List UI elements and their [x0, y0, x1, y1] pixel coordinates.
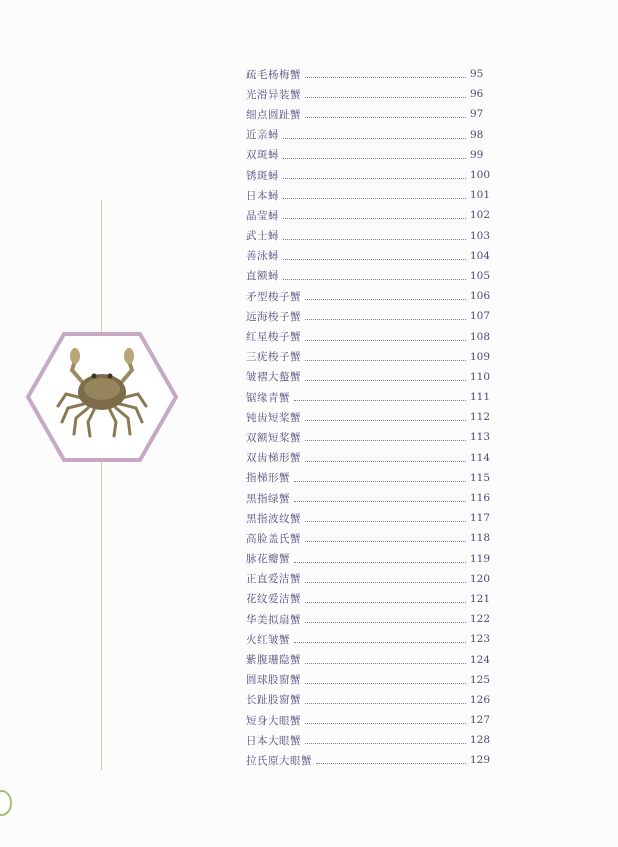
toc-entry[interactable] — [246, 549, 496, 569]
toc-entry[interactable] — [246, 448, 496, 468]
toc-entry[interactable] — [246, 468, 496, 488]
toc-entry-page: 100 — [470, 169, 491, 182]
toc-entry-name: 花纹爱洁蟹 — [246, 593, 301, 606]
dot-leader — [283, 157, 466, 159]
toc-entry-name: 脉花瓣蟹 — [246, 553, 290, 566]
toc-entry-page: 109 — [470, 350, 491, 363]
toc-entry[interactable] — [246, 286, 496, 306]
toc-entry[interactable] — [246, 347, 496, 367]
toc-entry[interactable] — [246, 104, 496, 124]
toc-entry-name: 三疣梭子蟹 — [246, 351, 301, 364]
toc-entry-page: 104 — [470, 249, 491, 262]
toc-entry[interactable] — [246, 629, 496, 649]
toc-entry[interactable] — [246, 306, 496, 326]
toc-entry-name: 近亲蟳 — [246, 129, 279, 142]
corner-page-mark — [0, 790, 12, 816]
dot-leader — [305, 540, 466, 542]
toc-entry-page: 107 — [470, 310, 491, 323]
toc-entry[interactable] — [246, 730, 496, 750]
toc-entry[interactable] — [246, 266, 496, 286]
toc-entry-page: 95 — [470, 68, 484, 81]
toc-entry[interactable] — [246, 246, 496, 266]
toc-entry[interactable] — [246, 690, 496, 710]
toc-entry[interactable] — [246, 84, 496, 104]
dot-leader — [305, 76, 466, 78]
dot-leader — [294, 561, 466, 563]
toc-entry[interactable] — [246, 226, 496, 246]
toc-entry-name: 日本大眼蟹 — [246, 734, 301, 747]
dot-leader — [283, 238, 466, 240]
toc-entry-page: 108 — [470, 330, 491, 343]
toc-entry[interactable] — [246, 528, 496, 548]
dot-leader — [294, 641, 466, 643]
toc-entry[interactable] — [246, 589, 496, 609]
toc-entry[interactable] — [246, 569, 496, 589]
dot-leader — [294, 399, 466, 401]
dot-leader — [305, 460, 466, 462]
toc-entry-page: 129 — [470, 754, 491, 767]
toc-entry-name: 高脸盖氏蟹 — [246, 532, 301, 545]
toc-entry-name: 拉氏原大眼蟹 — [246, 754, 312, 767]
toc-entry-name: 双斑蟳 — [246, 149, 279, 162]
toc-entry-page: 122 — [470, 613, 491, 626]
toc-entry-page: 113 — [470, 431, 491, 444]
toc-entry-name: 火红皱蟹 — [246, 633, 290, 646]
toc-entry-page: 124 — [470, 653, 491, 666]
toc-entry-page: 102 — [470, 209, 491, 222]
crab-hexagon-frame — [24, 330, 180, 464]
toc-entry-name: 锯缘青蟹 — [246, 391, 290, 404]
dot-leader — [283, 278, 466, 280]
toc-entry-page: 116 — [470, 492, 491, 505]
dot-leader — [316, 762, 466, 764]
toc-entry-page: 119 — [470, 552, 491, 565]
toc-entry[interactable] — [246, 427, 496, 447]
toc-entry-name: 正直爱洁蟹 — [246, 573, 301, 586]
toc-entry[interactable] — [246, 649, 496, 669]
toc-entry[interactable] — [246, 750, 496, 770]
dot-leader — [305, 520, 466, 522]
toc-entry-name: 皱褶大螯蟹 — [246, 371, 301, 384]
toc-entry-page: 118 — [470, 532, 491, 545]
dot-leader — [305, 419, 466, 421]
dot-leader — [294, 500, 466, 502]
toc-entry-name: 晶莹蟳 — [246, 209, 279, 222]
toc-entry[interactable] — [246, 670, 496, 690]
toc-entry-page: 111 — [470, 391, 491, 404]
table-of-contents — [246, 64, 496, 771]
toc-entry-page: 96 — [470, 88, 484, 101]
toc-entry-name: 钝齿短桨蟹 — [246, 411, 301, 424]
toc-entry[interactable] — [246, 165, 496, 185]
toc-entry-name: 双齿梯形蟹 — [246, 452, 301, 465]
toc-entry-page: 105 — [470, 269, 491, 282]
toc-entry-page: 106 — [470, 290, 491, 303]
dot-leader — [283, 197, 466, 199]
toc-entry[interactable] — [246, 205, 496, 225]
toc-entry[interactable] — [246, 387, 496, 407]
dot-leader — [305, 702, 466, 704]
dot-leader — [305, 359, 466, 361]
toc-entry-page: 125 — [470, 673, 491, 686]
toc-entry-page: 97 — [470, 108, 484, 121]
toc-entry-name: 疏毛杨梅蟹 — [246, 68, 301, 81]
toc-entry-page: 120 — [470, 572, 491, 585]
dot-leader — [305, 298, 466, 300]
dot-leader — [305, 318, 466, 320]
toc-entry-page: 99 — [470, 148, 484, 161]
dot-leader — [305, 439, 466, 441]
toc-entry-name: 长趾股窗蟹 — [246, 694, 301, 707]
toc-entry[interactable] — [246, 64, 496, 84]
toc-entry-name: 日本蟳 — [246, 189, 279, 202]
toc-entry[interactable] — [246, 508, 496, 528]
dot-leader — [283, 177, 466, 179]
hexagon-crab-illustration — [24, 330, 180, 464]
dot-leader — [305, 581, 466, 583]
toc-entry-page: 115 — [470, 471, 491, 484]
toc-entry-name: 矛型梭子蟹 — [246, 290, 301, 303]
dot-leader — [305, 379, 466, 381]
toc-entry-name: 红星梭子蟹 — [246, 331, 301, 344]
toc-entry[interactable] — [246, 145, 496, 165]
dot-leader — [283, 217, 466, 219]
toc-entry[interactable] — [246, 326, 496, 346]
toc-entry-page: 114 — [470, 451, 491, 464]
toc-entry[interactable] — [246, 710, 496, 730]
toc-entry-name: 锈斑蟳 — [246, 169, 279, 182]
toc-entry-name: 圆球股窗蟹 — [246, 674, 301, 687]
vertical-divider — [101, 200, 102, 770]
toc-entry[interactable] — [246, 367, 496, 387]
toc-entry-name: 指梯形蟹 — [246, 472, 290, 485]
toc-entry-page: 110 — [470, 370, 491, 383]
toc-entry-name: 善泳蟳 — [246, 250, 279, 263]
toc-entry-page: 112 — [470, 411, 491, 424]
toc-entry-name: 黑指波纹蟹 — [246, 512, 301, 525]
toc-entry[interactable] — [246, 407, 496, 427]
toc-entry-name: 紫腹珊隐蟹 — [246, 654, 301, 667]
toc-entry-name: 短身大眼蟹 — [246, 714, 301, 727]
toc-entry[interactable] — [246, 609, 496, 629]
toc-entry-name: 细点圆趾蟹 — [246, 108, 301, 121]
dot-leader — [305, 722, 466, 724]
toc-entry-name: 直额蟳 — [246, 270, 279, 283]
toc-entry[interactable] — [246, 488, 496, 508]
toc-entry-page: 121 — [470, 592, 491, 605]
dot-leader — [305, 96, 466, 98]
toc-entry-page: 126 — [470, 693, 491, 706]
dot-leader — [305, 662, 466, 664]
toc-entry-page: 117 — [470, 512, 491, 525]
dot-leader — [305, 601, 466, 603]
toc-entry[interactable] — [246, 185, 496, 205]
toc-entry-name: 双额短桨蟹 — [246, 431, 301, 444]
toc-entry-page: 98 — [470, 128, 484, 141]
toc-entry-page: 101 — [470, 189, 491, 202]
toc-entry-name: 黑指绿蟹 — [246, 492, 290, 505]
toc-entry-name: 远海梭子蟹 — [246, 310, 301, 323]
dot-leader — [305, 682, 466, 684]
toc-entry-name: 武士蟳 — [246, 230, 279, 243]
toc-entry-page: 128 — [470, 734, 491, 747]
toc-entry-page: 123 — [470, 633, 491, 646]
toc-entry-name: 光滑异装蟹 — [246, 88, 301, 101]
toc-entry-name: 华美拟扇蟹 — [246, 613, 301, 626]
dot-leader — [305, 621, 466, 623]
toc-entry-page: 127 — [470, 714, 491, 727]
dot-leader — [305, 742, 466, 744]
dot-leader — [305, 116, 466, 118]
dot-leader — [283, 258, 466, 260]
dot-leader — [305, 339, 466, 341]
dot-leader — [294, 480, 466, 482]
toc-entry-page: 103 — [470, 229, 491, 242]
toc-entry[interactable] — [246, 125, 496, 145]
dot-leader — [283, 137, 466, 139]
